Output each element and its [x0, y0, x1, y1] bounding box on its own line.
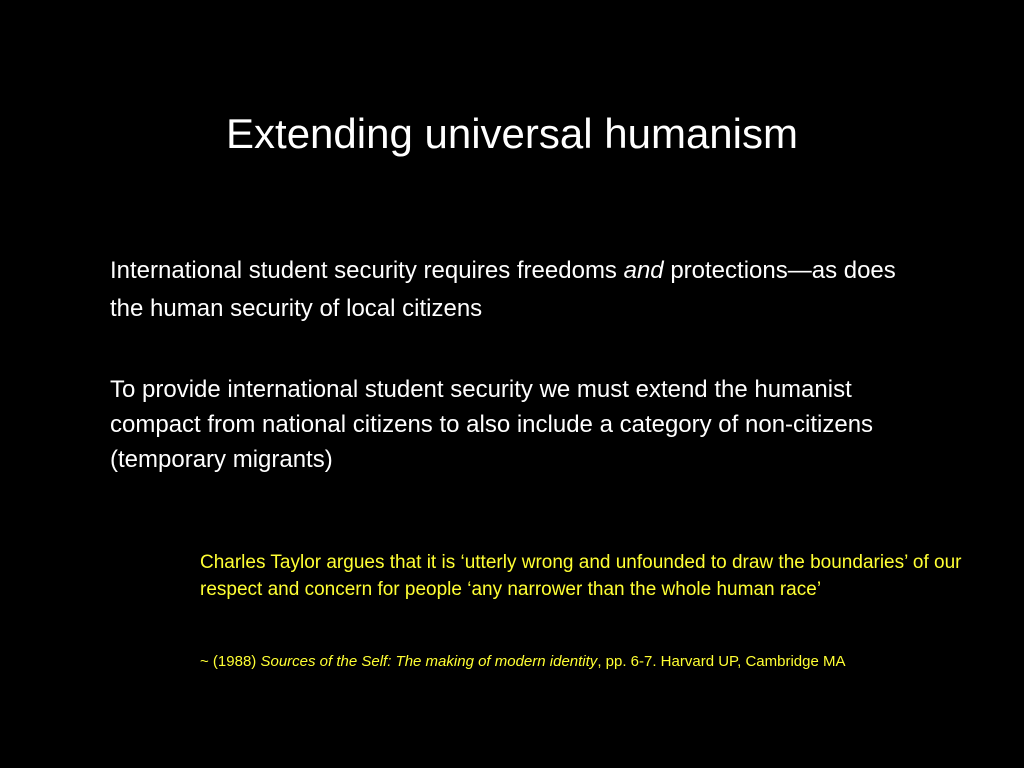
- paragraph-extend-compact: To provide international student security we must extend the humanist compact from national citizens to also include a category of non-citizens (temporary migrants): [110, 376, 874, 473]
- citation-prefix: ~ (1988): [200, 653, 261, 670]
- paragraph-freedoms-protections: [110, 252, 910, 328]
- slide-title: Extending universal humanism: [226, 110, 798, 157]
- paragraph1-text-start: International student security requires freedoms: [110, 257, 624, 284]
- citation-suffix: , pp. 6-7. Harvard UP, Cambridge MA: [597, 653, 846, 670]
- paragraph1-text-end: protections—as does the human security of local citizens: [110, 257, 896, 322]
- citation-work-title: Sources of the Self: The making of modern identity: [260, 653, 598, 670]
- taylor-quote: Charles Taylor argues that it is ‘utterly wrong and unfounded to draw the boundaries’ of our respect and concern for people ‘any narrower than the whole human race’: [200, 552, 962, 600]
- paragraph1-emphasis: and: [623, 257, 664, 284]
- citation: [200, 652, 1000, 672]
